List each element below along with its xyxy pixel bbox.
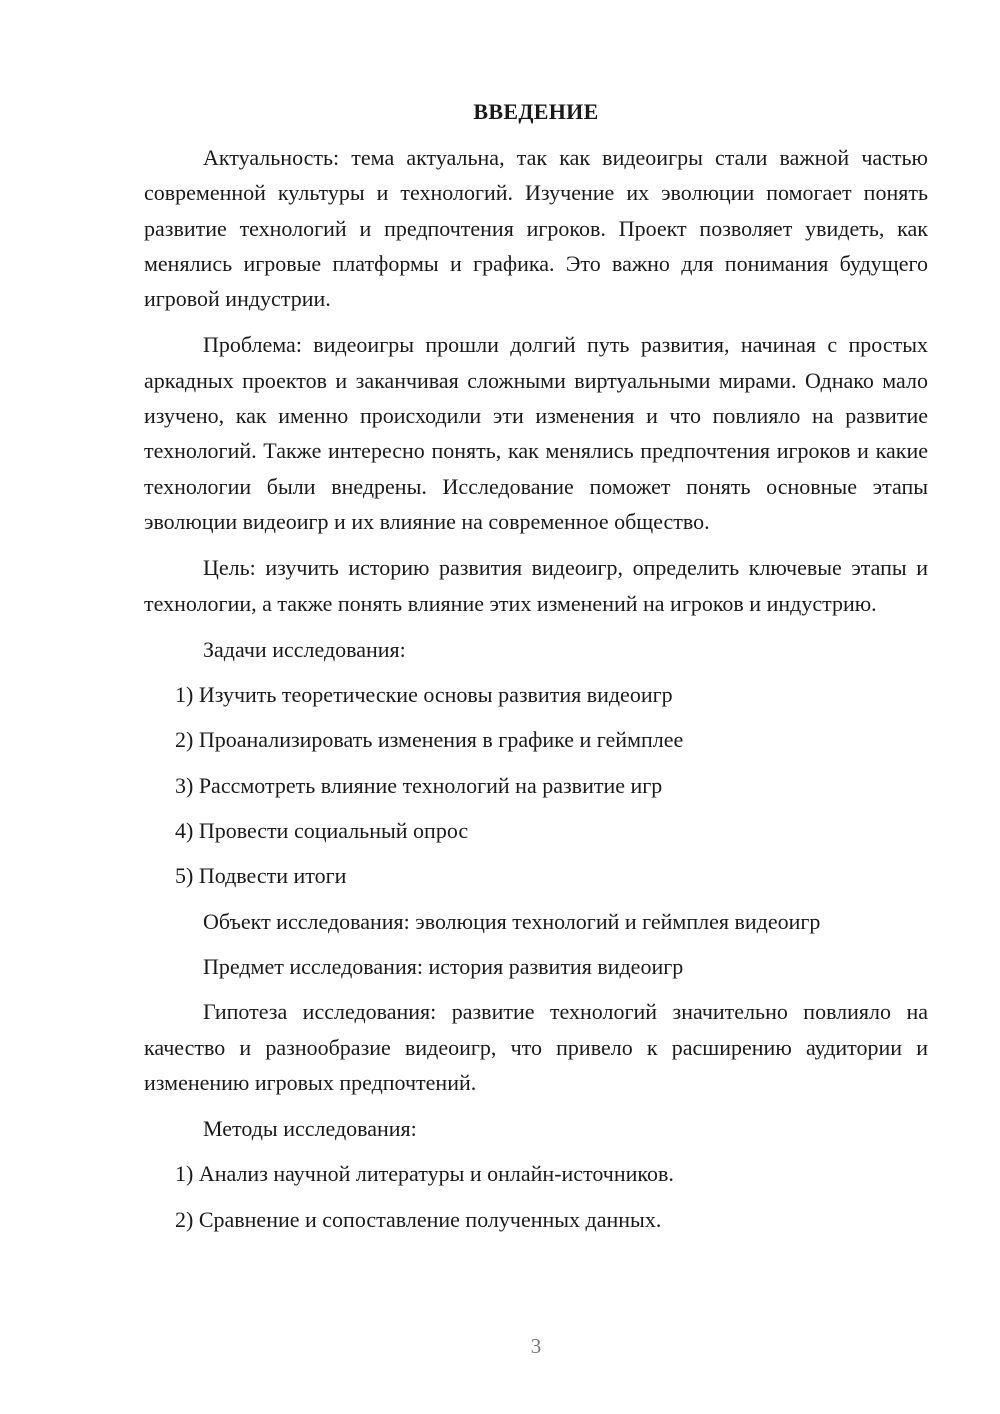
problem-paragraph: Проблема: видеоигры прошли долгий путь развития, начиная с простых аркадных проектов и заканчивая сложными виртуальными мирами. Однако мало изучено, как именно происходили эти изменения и что повлияло на развитие технологий. Также интересно понять, как менялись предпочтения игроков и какие технологии были внедрены. Исследование поможет понять основные этапы эволюции видеоигр и их влияние на современное общество. <box>144 332 928 534</box>
relevance-paragraph: Актуальность: тема актуальна, так как видеоигры стали важной частью современной культуры и технологий. Изучение их эволюции помогает понять развитие технологий и предпочтения игроков. Проект позволяет увидеть, как менялись игровые платформы и графика. Это важно для понимания будущего игровой индустрии. <box>144 145 928 312</box>
tasks-list <box>144 677 928 893</box>
methods-heading: Методы исследования: <box>203 1116 417 1142</box>
research-object: Объект исследования: эволюция технологий и геймплея видеоигр <box>203 908 821 934</box>
page-number: 3 <box>530 1334 542 1358</box>
goal-paragraph: Цель: изучить историю развития видеоигр, определить ключевые этапы и технологии, а также понять влияние этих изменений на игроков и индустрию. <box>144 555 928 616</box>
task-item: 2) Проанализировать изменения в графике и геймплее <box>175 727 684 753</box>
hypothesis-paragraph: Гипотеза исследования: развитие технологий значительно повлияло на качество и разнообразие видеоигр, что привело к расширению аудитории и изменению игровых предпочтений. <box>144 999 928 1095</box>
task-item: 4) Провести социальный опрос <box>175 818 469 844</box>
page-content <box>144 96 928 1247</box>
tasks-heading: Задачи исследования: <box>203 636 406 662</box>
method-item: 1) Анализ научной литературы и онлайн-источников. <box>175 1161 674 1187</box>
research-subject: Предмет исследования: история развития видеоигр <box>203 953 684 979</box>
task-item: 5) Подвести итоги <box>175 863 347 889</box>
task-item: 1) Изучить теоретические основы развития видеоигр <box>175 682 673 708</box>
section-heading: ВВЕДЕНИЕ <box>473 99 599 124</box>
method-item: 2) Сравнение и сопоставление полученных данных. <box>175 1206 662 1232</box>
methods-list <box>144 1156 928 1237</box>
task-item: 3) Рассмотреть влияние технологий на развитие игр <box>175 772 663 798</box>
